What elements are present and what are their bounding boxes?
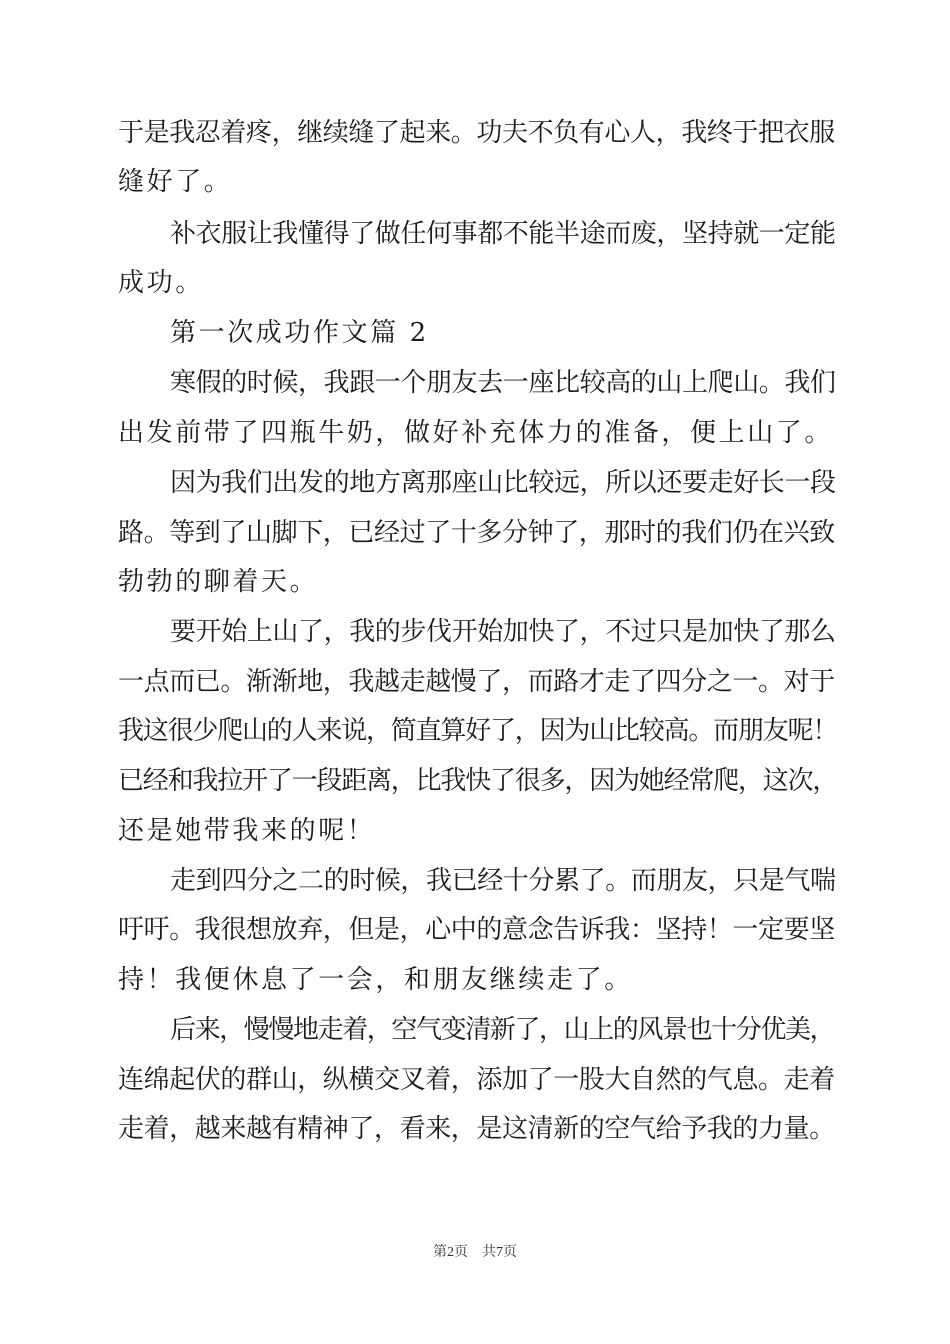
page-number: 第2页 (433, 1245, 468, 1260)
text-line: 后来，慢慢地走着，空气变清新了，山上的风景也十分优美， (170, 1015, 835, 1045)
text-line: 一点而已。渐渐地，我越走越慢了，而路才走了四分之一。对于 (118, 667, 835, 697)
text-line: 持！我便休息了一会，和朋友继续走了。 (118, 965, 633, 995)
text-line: 寒假的时候，我跟一个朋友去一座比较高的山上爬山。我们 (170, 368, 836, 398)
text-line: 走到四分之二的时候，我已经十分累了。而朋友，只是气喘 (170, 866, 836, 896)
text-line: 走着，越来越有精神了，看来，是这清新的空气给予我的力量。 (118, 1114, 835, 1144)
page-footer (0, 1244, 950, 1262)
text-line: 还是她带我来的呢！ (118, 816, 376, 846)
text-line: 已经和我拉开了一段距离，比我快了很多，因为她经常爬，这次， (118, 766, 838, 796)
text-line: 成功。 (118, 268, 204, 298)
text-line: 路。等到了山脚下，已经过了十多分钟了，那时的我们仍在兴致 (118, 518, 835, 548)
text-line: 要开始上山了，我的步伐开始加快了，不过只是加快了那么 (170, 617, 836, 647)
text-line: 勃勃的聊着天。 (118, 567, 319, 597)
page-total: 共7页 (482, 1245, 517, 1260)
text-line: 补衣服让我懂得了做任何事都不能半途而废，坚持就一定能 (170, 219, 836, 249)
text-line: 吁吁。我很想放弃，但是，心中的意念告诉我：坚持！一定要坚 (118, 915, 835, 945)
text-line: 缝好了。 (118, 167, 233, 197)
section-heading: 第一次成功作文篇 2 (170, 318, 429, 348)
text-line: 于是我忍着疼，继续缝了起来。功夫不负有心人，我终于把衣服 (118, 118, 835, 148)
text-line: 我这很少爬山的人来说，简直算好了，因为山比较高。而朋友呢！ (118, 716, 838, 746)
text-line: 出发前带了四瓶牛奶，做好补充体力的准备，便上山了。 (118, 418, 834, 448)
text-line: 连绵起伏的群山，纵横交叉着，添加了一股大自然的气息。走着 (118, 1065, 835, 1095)
text-line: 因为我们出发的地方离那座山比较远，所以还要走好长一段 (170, 468, 836, 498)
